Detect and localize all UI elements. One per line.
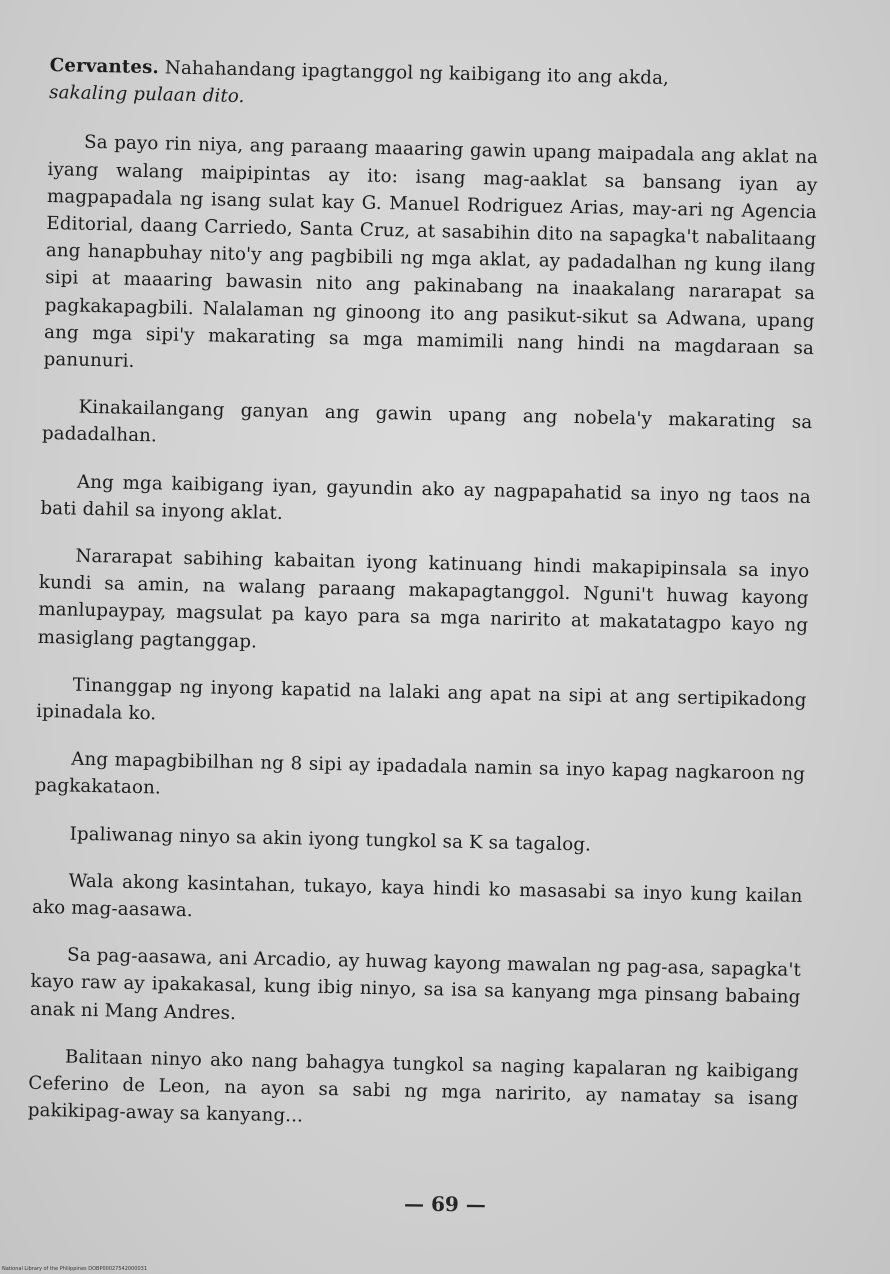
paragraph-11: Balitaan ninyo ako nang bahagya tungkol sa naging kapalaran ng kaibigang Ceferino de Leon, na ayon sa sabi ng mga naririto, ay namatay sa isang pakikipag-away sa kanyang...: [27, 1046, 800, 1127]
footer-credit: National Library of the Philippines DOBP00027542000031: [2, 1266, 147, 1272]
paragraph-4: Ang mga kaibigang iyan, gayundin ako ay nagpapahatid sa inyo ng taos na bati dahil sa inyong aklat.: [40, 471, 812, 524]
paragraph-5: Nararapat sabihing kabaitan iyong katinuang hindi makapipinsala sa inyo kundi sa amin, na walang paraang makapagtanggol. Nguni't huwag kayong manlupaypay, magsulat pa kayo para sa mga naririto at makatatagpo kayo ng masiglang pagtanggap.: [37, 545, 810, 653]
paragraph-1-rest: Nahahandang ipagtanggol ng kaibigang ito ang akda,: [158, 57, 670, 89]
paragraph-2: Sa payo rin niya, ang paraang maaaring gawin upang maipadala ang aklat na iyang walang maipipintas ay ito: isang mag-aaklat sa bansang iyan ay magpapadala ng isang sulat kay G. Manuel Rodriguez Arias, may-ari ng Agencia Editorial, daang Carriedo, Santa Cruz, at sasabihin dito na sapagka't nabalitaang ang hanapbuhay nito'y ang pagbibili ng mga aklat, ay padadalhan ng kung ilang sipi at maaaring bawasin nito ang pakinabang na inaakalang nararapat sa pagkakapagbili. Nalalaman ng ginoong ito ang pasikut-sikut sa Adwana, upang ang mga sipi'y makarating sa mga mamimili nang hindi na magdaraan sa panunuri.: [43, 132, 819, 372]
paragraph-7: Ang mapagbibilhan ng 8 sipi ay ipadadala namin sa inyo kapag nagkaroon ng pagkakataon.: [34, 748, 806, 799]
paragraph-3: Kinakailangang ganyan ang gawin upang ang nobela'y makarating sa padadalhan.: [41, 396, 813, 447]
paragraph-6: Tinanggap ng inyong kapatid na lalaki ang apat na sipi at ang sertipikadong ipinadala ko.: [35, 674, 807, 725]
page-number: — 69 —: [403, 1191, 486, 1217]
paragraph-8: Ipaliwanag ninyo sa akin iyong tungkol sa K sa tagalog.: [69, 823, 592, 856]
paragraph-10: Sa pag-aasawa, ani Arcadio, ay huwag kayong mawalan ng pag-asa, sapagka't kayo raw ay ipakakasal, kung ibig ninyo, sa isa sa kanyang mga pinsang babaing anak ni Mang Andres.: [29, 944, 802, 1024]
paragraph-1-lead: Cervantes.: [49, 54, 160, 79]
paragraph-1: [49, 52, 820, 123]
paragraph-1-italic: sakaling pulaan dito.: [48, 82, 245, 108]
paragraph-9: Wala akong kasintahan, tukayo, kaya hindi ko masasabi sa inyo kung kailan ako mag-aasawa.: [31, 870, 803, 922]
body-text: [27, 52, 820, 1160]
